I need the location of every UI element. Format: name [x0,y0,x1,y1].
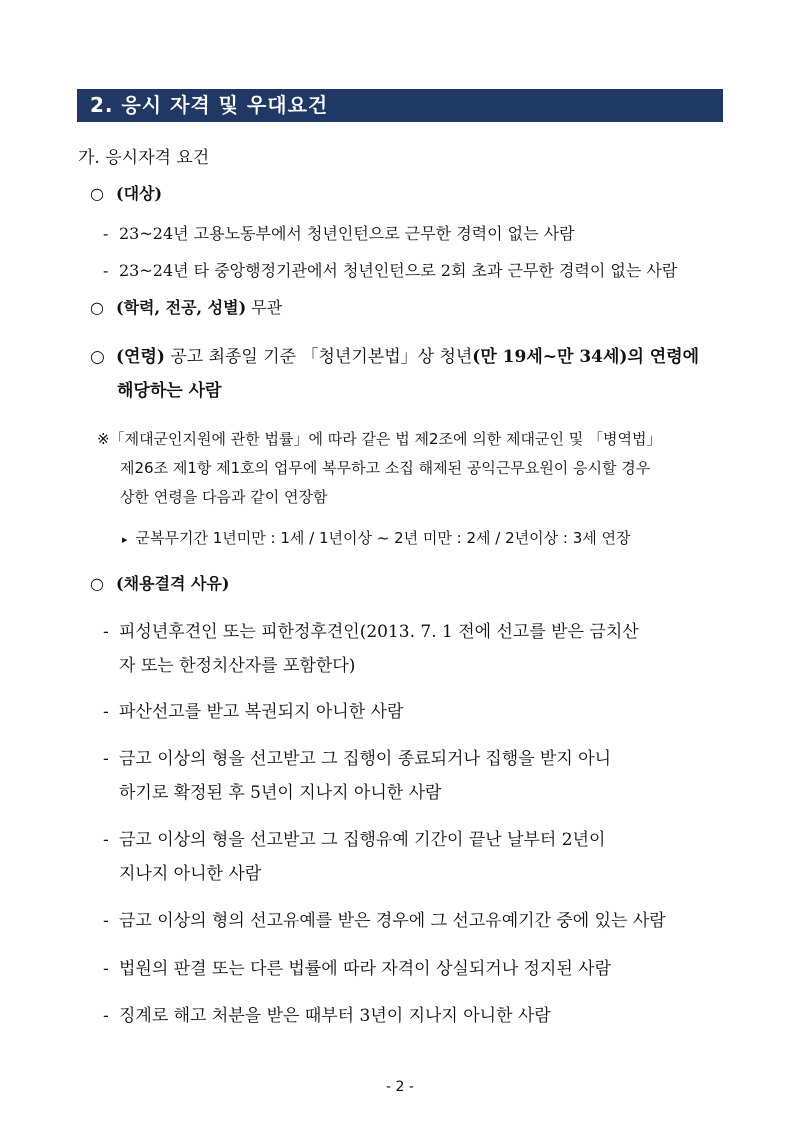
age-text-b: (만 19세~만 34세)의 연령에 [472,347,700,367]
disqualify-item-1-line-2: 자 또는 한정치산자를 포함한다) [119,656,356,676]
disqualify-item-1-line-1 [103,621,639,643]
target-item-2 [103,260,677,282]
age-line-1 [90,346,699,368]
disqualify-text: 법원의 판결 또는 다른 법률에 따라 자격이 상실되거나 정지된 사람 [119,959,612,979]
disqualify-item-4-line-1 [103,829,605,851]
note-text-1: 「제대군인지원에 관한 법률」에 따라 같은 법 제2조에 의한 제대군인 및 「병역법」 [109,430,662,448]
dash-mark: - [103,622,109,642]
disqualify-text: 피성년후견인 또는 피한정후견인(2013. 7. 1 전에 선고를 받은 금치산 [119,622,639,642]
bullet-circle: ○ [90,347,105,367]
disqualify-item-3-line-1 [103,748,611,770]
dash-mark: - [103,959,109,979]
extension-text: 군복무기간 1년미만 : 1세 / 1년이상 ~ 2년 미만 : 2세 / 2년이상 : 3세 연장 [135,529,631,547]
age-note-line-1 [97,428,662,450]
disqualify-heading [90,573,229,595]
disqualify-item-7 [103,1005,551,1027]
target-item-text: 23~24년 타 중앙행정기관에서 청년인턴으로 2회 초과 근무한 경력이 없는 사람 [119,261,678,280]
disqualify-item-4-line-2: 지나지 아니한 사람 [119,864,262,884]
dash-mark: - [103,261,109,280]
education-line [90,297,282,319]
dash-mark: - [103,911,109,931]
education-label: (학력, 전공, 성별) [116,298,247,317]
dash-mark: - [103,749,109,769]
age-label: (연령) [116,347,165,367]
disqualify-text: 금고 이상의 형의 선고유예를 받은 경우에 그 선고유예기간 중에 있는 사람 [119,911,666,931]
disqualify-text: 징계로 해고 처분을 받은 때부터 3년이 지나지 아니한 사람 [119,1006,551,1026]
arrow-icon: ▸ [122,533,128,546]
bullet-circle: ○ [90,574,104,593]
education-text: 무관 [251,298,283,317]
age-note-line-3: 상한 연령을 다음과 같이 연장함 [120,488,328,506]
bullet-circle: ○ [90,298,104,317]
dash-mark: - [103,224,109,243]
target-item-text: 23~24년 고용노동부에서 청년인턴으로 근무한 경력이 없는 사람 [119,224,575,243]
age-extension [122,527,630,551]
age-text-a: 공고 최종일 기준 「청년기본법」상 청년 [170,347,473,367]
section-title: 2. 응시 자격 및 우대요건 [77,89,723,122]
bullet-circle: ○ [90,184,104,203]
age-line-2: 해당하는 사람 [117,381,222,401]
disqualify-item-3-line-2: 하기로 확정된 후 5년이 지나지 아니한 사람 [119,783,442,803]
target-item-1 [103,223,575,245]
note-mark: ※ [97,430,110,448]
dash-mark: - [103,830,109,850]
disqualify-text: 금고 이상의 형을 선고받고 그 집행이 종료되거나 집행을 받지 아니 [119,749,612,769]
disqualify-item-5 [103,910,666,932]
dash-mark: - [103,1006,109,1026]
page-number: - 2 - [386,1079,414,1095]
disqualify-label: (채용결격 사유) [116,574,230,593]
target-heading [90,183,162,205]
disqualify-text: 금고 이상의 형을 선고받고 그 집행유예 기간이 끝난 날부터 2년이 [119,830,606,850]
disqualify-item-6 [103,958,611,980]
disqualify-item-2 [103,701,403,723]
dash-mark: - [103,702,109,722]
target-label: (대상) [116,184,163,203]
subsection-title: 가. 응시자격 요건 [78,148,210,168]
disqualify-text: 파산선고를 받고 복권되지 아니한 사람 [119,702,404,722]
age-note-line-2: 제26조 제1항 제1호의 업무에 복무하고 소집 해제된 공익근무요원이 응시할 경우 [120,459,651,477]
